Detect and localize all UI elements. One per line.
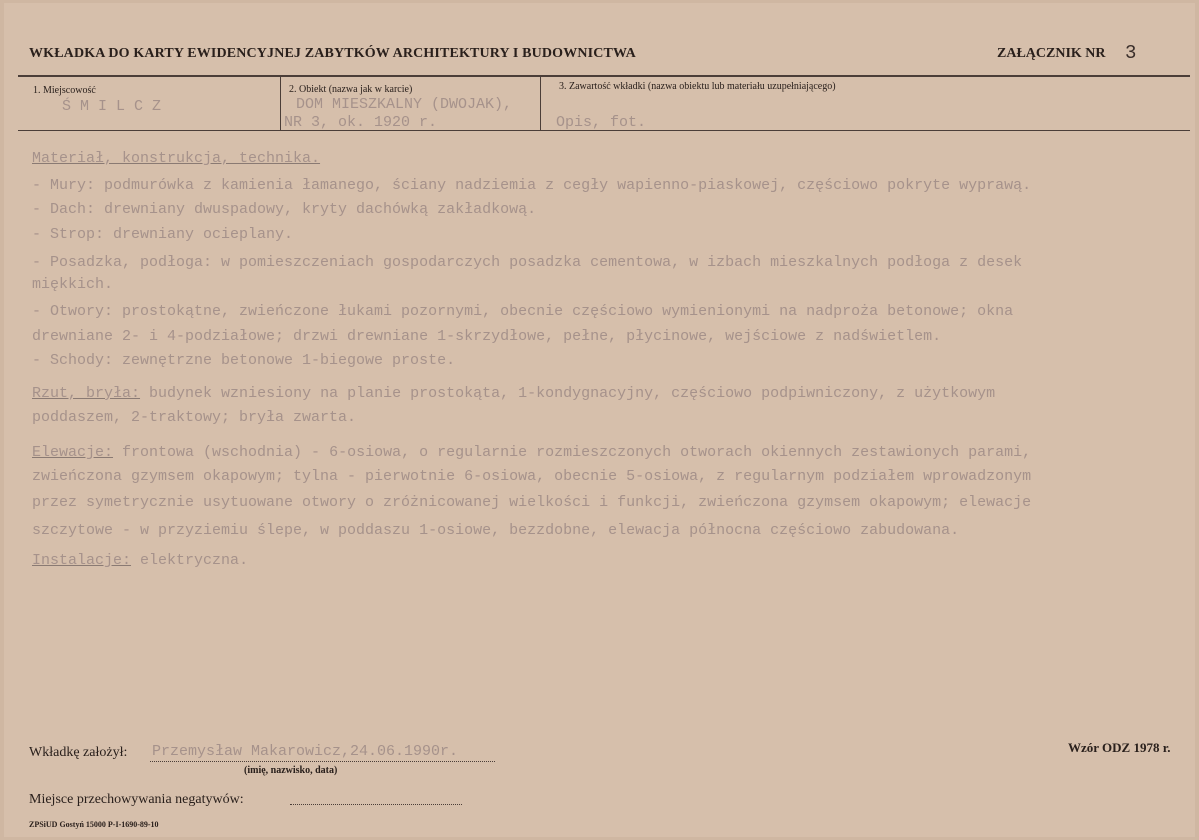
locality-value: ŚMILCZ [62,98,171,115]
elew-paragraph-line-1 [32,444,1031,461]
body-line: poddaszem, 2-traktowy; bryła zwarta. [32,409,357,426]
annex-label: ZAŁĄCZNIK NR [997,46,1106,61]
inst-heading: Instalacje: [32,552,132,569]
body-line: szczytowe - w przyziemiu ślepe, w poddaszu 1-osiowe, bezzdobne, elewacja północna częściowo zabudowana. [32,522,960,539]
founded-caption: (imię, nazwisko, data) [244,765,338,776]
annex-number: 3 [1125,42,1137,64]
field-divider-1 [280,76,281,131]
object-value-line-1: DOM MIESZKALNY (DWOJAK), [296,96,513,113]
body-line: zwieńczona gzymsem okapowym; tylna - pierwotnie 6-osiowa, obecnie 5-osiowa, z regularnym podziałem wprowadzonym [32,468,1032,485]
body-line: miękkich. [32,276,114,293]
founded-label: Wkładkę założył: [29,745,128,760]
object-value-line-2: NR 3, ok. 1920 r. [284,114,438,131]
negatives-dotted-line [290,804,462,805]
body-line: - Otwory: prostokątne, zwieńczone łukami pozornymi, obecnie częściowo wymienionymi na nadproża betonowe; okna [32,303,1014,320]
negatives-label: Miejsce przechowywania negatywów: [29,792,244,807]
inst-paragraph [32,552,248,569]
rzut-paragraph-line-1 [32,385,995,402]
elew-text: frontowa (wschodnia) - 6-osiowa, o regularnie rozmieszczonych otworach okiennych zestawionych parami, [122,444,1032,461]
content-label: 3. Zawartość wkładki (nazwa obiektu lub materiału uzupełniającego) [559,81,836,92]
body-line: - Mury: podmurówka z kamienia łamanego, ściany nadziemia z cegły wapienno-piaskowej, częściowo pokryte wyprawą. [32,177,1032,194]
top-rule [18,75,1190,77]
rzut-heading: Rzut, bryła: [32,385,141,402]
body-line: drewniane 2- i 4-podziałowe; drzwi drewniane 1-skrzydłowe, pełne, płycinowe, wejściowe z nadświetlem. [32,328,942,345]
content-value: Opis, fot. [556,114,647,131]
field-divider-2 [540,76,541,131]
body-line: - Strop: drewniany ocieplany. [32,226,294,243]
founded-value: Przemysław Makarowicz,24.06.1990r. [152,743,459,760]
inst-text: elektryczna. [140,552,249,569]
object-label: 2. Obiekt (nazwa jak w karcie) [289,84,413,95]
body-line: - Dach: drewniany dwuspadowy, kryty dachówką zakładkową. [32,201,537,218]
locality-label: 1. Miejscowość [33,85,96,96]
print-code: ZPSiUD Gostyń 15000 P-I-1690-89-10 [29,820,159,829]
body-line: - Posadzka, podłoga: w pomieszczeniach gospodarczych posadzka cementowa, w izbach mieszkalnych podłoga z desek [32,254,1023,271]
elew-heading: Elewacje: [32,444,114,461]
body-line: przez symetrycznie usytuowane otwory o zróżnicowanej wielkości i funkcji, zwieńczona gzymsem okapowym; elewacje [32,494,1032,511]
founded-dotted-line [150,761,495,762]
form-title: WKŁADKA DO KARTY EWIDENCYJNEJ ZABYTKÓW ARCHITEKTURY I BUDOWNICTWA [29,46,636,61]
body-line: - Schody: zewnętrzne betonowe 1-biegowe proste. [32,352,456,369]
model-label: Wzór ODZ 1978 r. [1068,740,1171,755]
rzut-text: budynek wzniesiony na planie prostokąta, 1-kondygnacyjny, częściowo podpiwniczony, z użytkowym [149,385,996,402]
material-heading: Materiał, konstrukcja, technika. [32,150,321,167]
